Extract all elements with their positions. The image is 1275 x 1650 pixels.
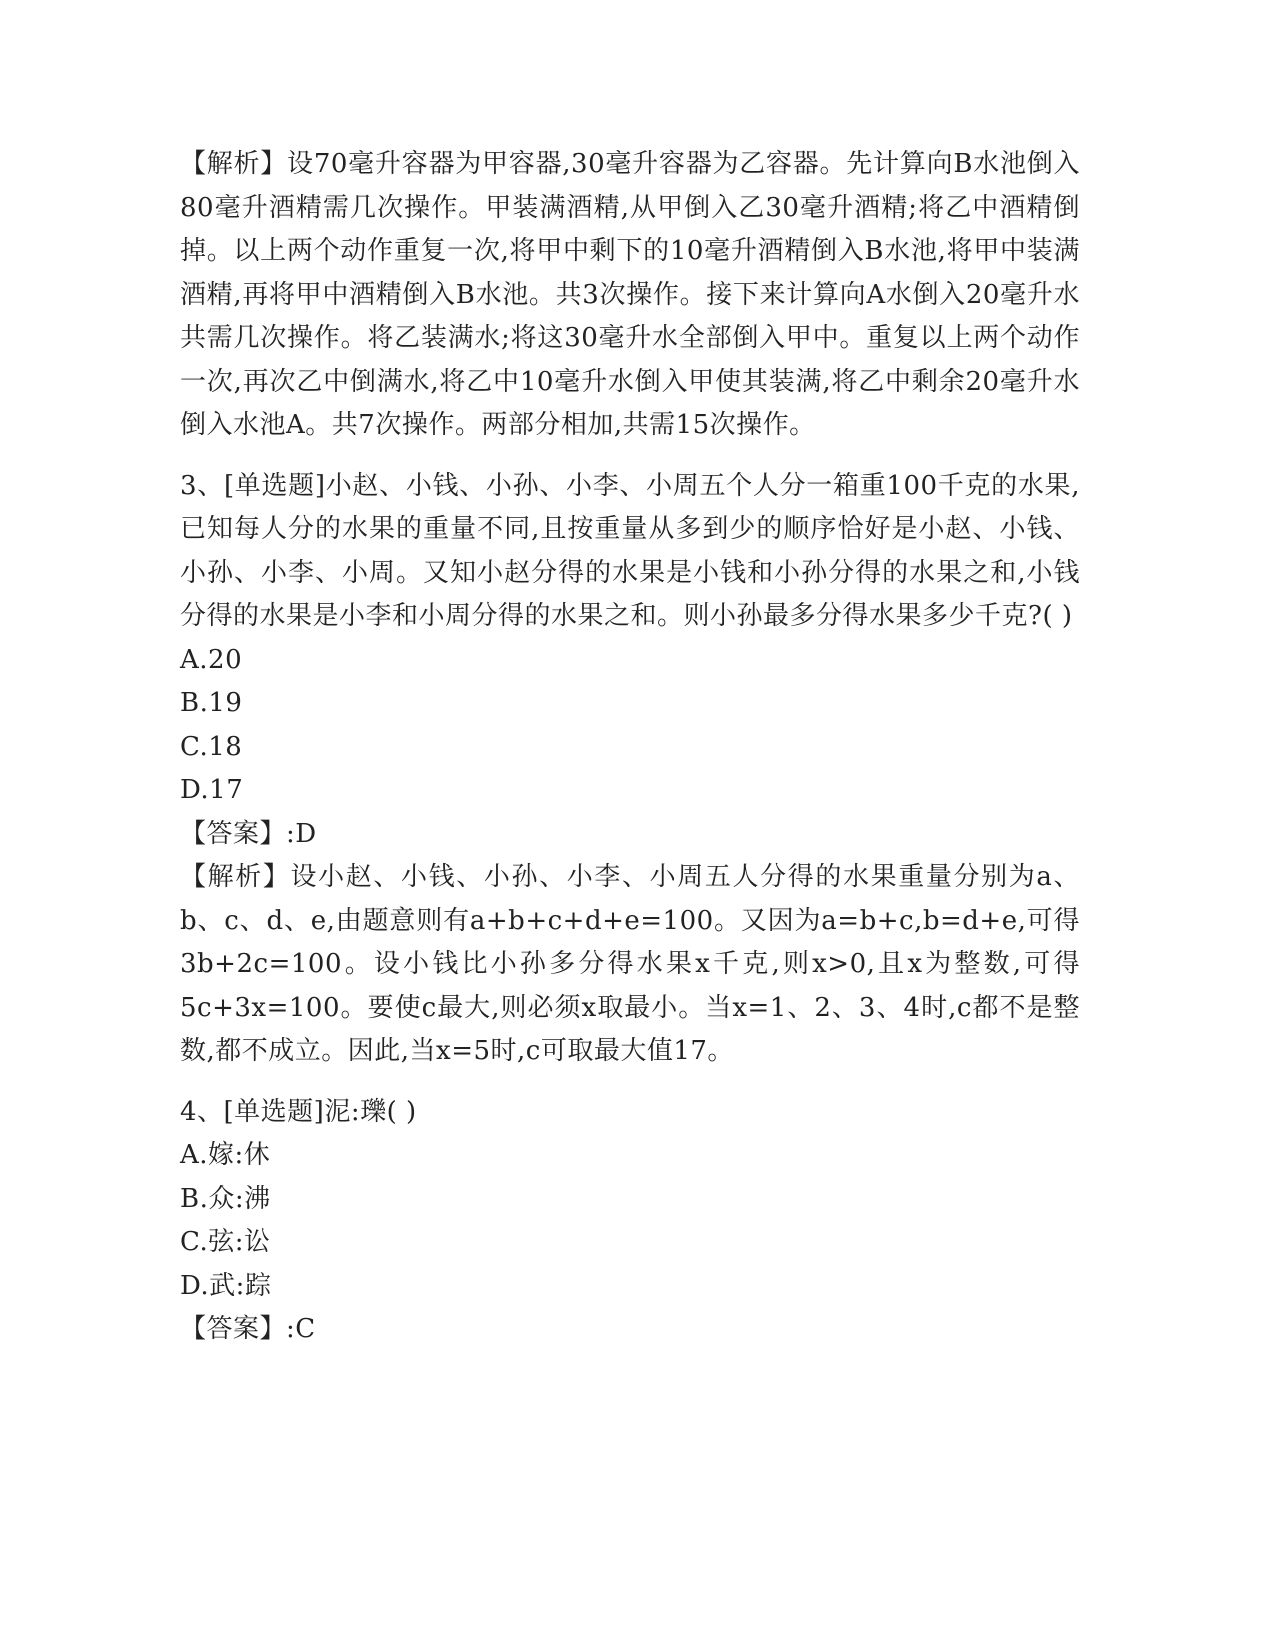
q2-analysis: 【解析】设70毫升容器为甲容器,30毫升容器为乙容器。先计算向B水池倒入80毫升酒精需几次操作。甲装满酒精,从甲倒入乙30毫升酒精;将乙中酒精倒掉。以上两个动作重复一次,将甲中剩下的10毫升酒精倒入B水池,将甲中装满酒精,再将甲中酒精倒入B水池。共3次操作。接下来计算向A水倒入20毫升水共需几次操作。将乙装满水;将这30毫升水全部倒入甲中。重复以上两个动作一次,再次乙中倒满水,将乙中10毫升水倒入甲使其装满,将乙中剩余20毫升水倒入水池A。共7次操作。两部分相加,共需15次操作。 [180, 149, 1080, 440]
spacer [180, 1074, 1080, 1091]
q3-option-d: D.17 [180, 775, 244, 805]
q4-option-c: C.弦:讼 [180, 1227, 271, 1257]
q4-option-a: A.嫁:休 [180, 1140, 271, 1170]
q3-option-b: B.19 [180, 688, 243, 718]
q4-option-d: D.武:踪 [180, 1270, 272, 1301]
q3-analysis: 【解析】设小赵、小钱、小孙、小李、小周五人分得的水果重量分别为a、b、c、d、e,由题意则有a+b+c+d+e=100。又因为a=b+c,b=d+e,可得3b+2c=100。设小钱比小孙多分得水果x千克,则x>0,且x为整数,可得5c+3x=100。要使c最大,则必须x取最小。当x=1、2、3、4时,c都不是整数,都不成立。因此,当x=5时,c可取最大值17。 [180, 862, 1080, 1066]
q3-option-c: C.18 [180, 731, 243, 762]
q4-answer: 【答案】:C [180, 1314, 316, 1344]
question-4 [180, 1091, 1080, 1352]
question-3 [180, 465, 1080, 1074]
document-body [180, 143, 1080, 1352]
q3-answer: 【答案】:D [180, 818, 317, 849]
q4-question-text: 4、[单选题]泥:瓅( ) [180, 1096, 417, 1127]
q4-option-b: B.众:沸 [180, 1183, 271, 1214]
q3-question-text: 3、[单选题]小赵、小钱、小孙、小李、小周五个人分一箱重100千克的水果,已知每人分的水果的重量不同,且按重量从多到少的顺序恰好是小赵、小钱、小孙、小李、小周。又知小赵分得的水果是小钱和小孙分得的水果之和,小钱分得的水果是小李和小周分得的水果之和。则小孙最多分得水果多少千克?( ) [180, 470, 1081, 631]
q3-option-a: A.20 [180, 644, 243, 675]
spacer [180, 448, 1080, 465]
